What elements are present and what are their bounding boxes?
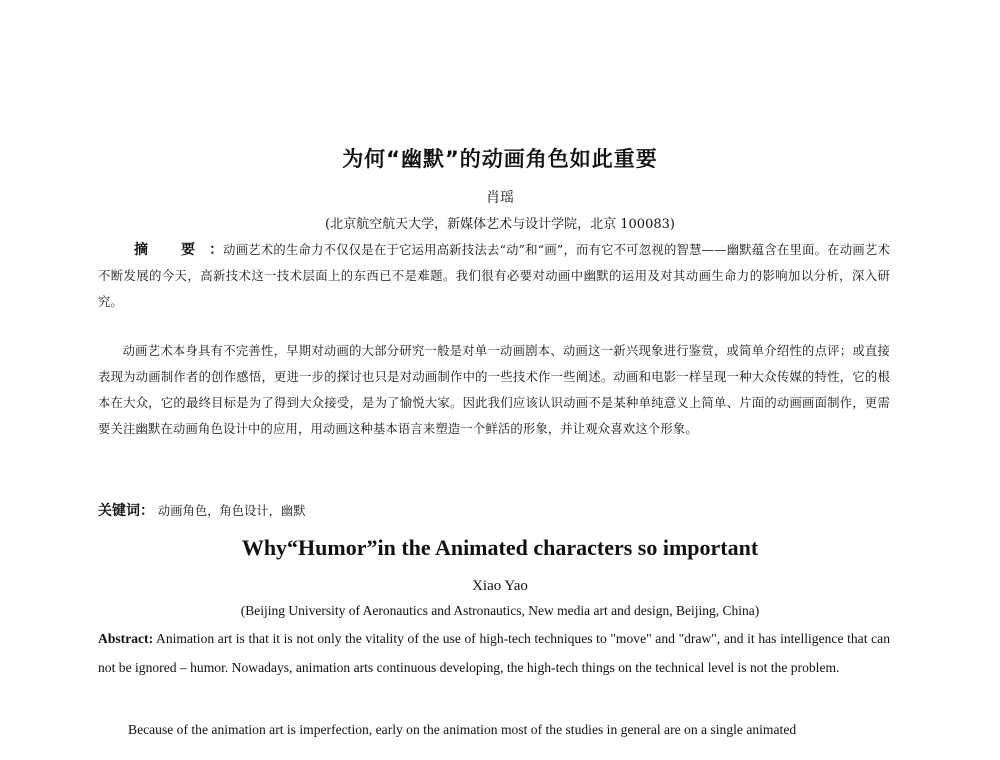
- english-body-paragraph: Because of the animation art is imperfection, early on the animation most of the studies in general are on a single animated: [128, 722, 797, 737]
- chinese-affiliation: (北京航空航天大学，新媒体艺术与设计学院，北京 100083): [325, 217, 675, 232]
- chinese-body-paragraph: 动画艺术本身具有不完善性，早期对动画的大部分研究一般是对单一动画剧本、动画这一新兴现象进行鉴赏，或简单介绍性的点评；或直接表现为动画制作者的创作感悟，更进一步的探讨也只是对动画制作中的一些技术作一些阐述。动画和电影一样呈现一种大众传媒的特性，它的根本在大众，它的最终目标是为了得到大众接受，是为了愉悦大家。因此我们应该认识动画不是某种单纯意义上简单、片面的动画画面制作，更需要关注幽默在动画角色设计中的应用，用动画这种基本语言来塑造一个鲜活的形象，并让观众喜欢这个形象。: [98, 344, 890, 436]
- chinese-abstract-label: 摘 要：: [134, 242, 224, 258]
- chinese-title: 为何“幽默”的动画角色如此重要: [342, 147, 658, 171]
- chinese-keywords-text: 动画角色，角色设计，幽默: [157, 504, 306, 518]
- chinese-abstract-text: 动画艺术的生命力不仅仅是在于它运用高新技法去“动”和“画”，而有它不可忽视的智慧——幽默蕴含在里面。在动画艺术不断发展的今天，高新技术这一技术层面上的东西已不是难题。我们很有必要对动画中幽默的运用及对其动画生命力的影响加以分析，深入研究。: [98, 243, 891, 309]
- chinese-abstract: [98, 237, 890, 315]
- english-author: Xiao Yao: [472, 578, 528, 594]
- chinese-keywords-label: 关键词: [98, 503, 140, 519]
- english-abstract: Abstract: Animation art is that it is not only the vitality of the use of high-tech techniques to "move" and "draw", and it has intelligence that can not be ignored – humor. Nowadays, animation arts continuous developing, the high-tech things on the technical level is not the problem.: [98, 631, 890, 675]
- chinese-keywords: 关键词： 动画角色，角色设计，幽默: [98, 503, 306, 519]
- english-abstract-label: Abstract: [98, 631, 149, 646]
- chinese-author: 肖瑶: [486, 190, 514, 206]
- english-abstract-text: Animation art is that it is not only the vitality of the use of high-tech techniques to "move" and "draw", and it has intelligence that can not be ignored – humor. Nowadays, animation arts continuous developing, the high-tech things on the technical level is not the problem.: [98, 631, 890, 675]
- english-affiliation: (Beijing University of Aeronautics and Astronautics, New media art and design, Beijing, China): [240, 603, 760, 618]
- english-title: Why“Humor”in the Animated characters so important: [241, 535, 759, 560]
